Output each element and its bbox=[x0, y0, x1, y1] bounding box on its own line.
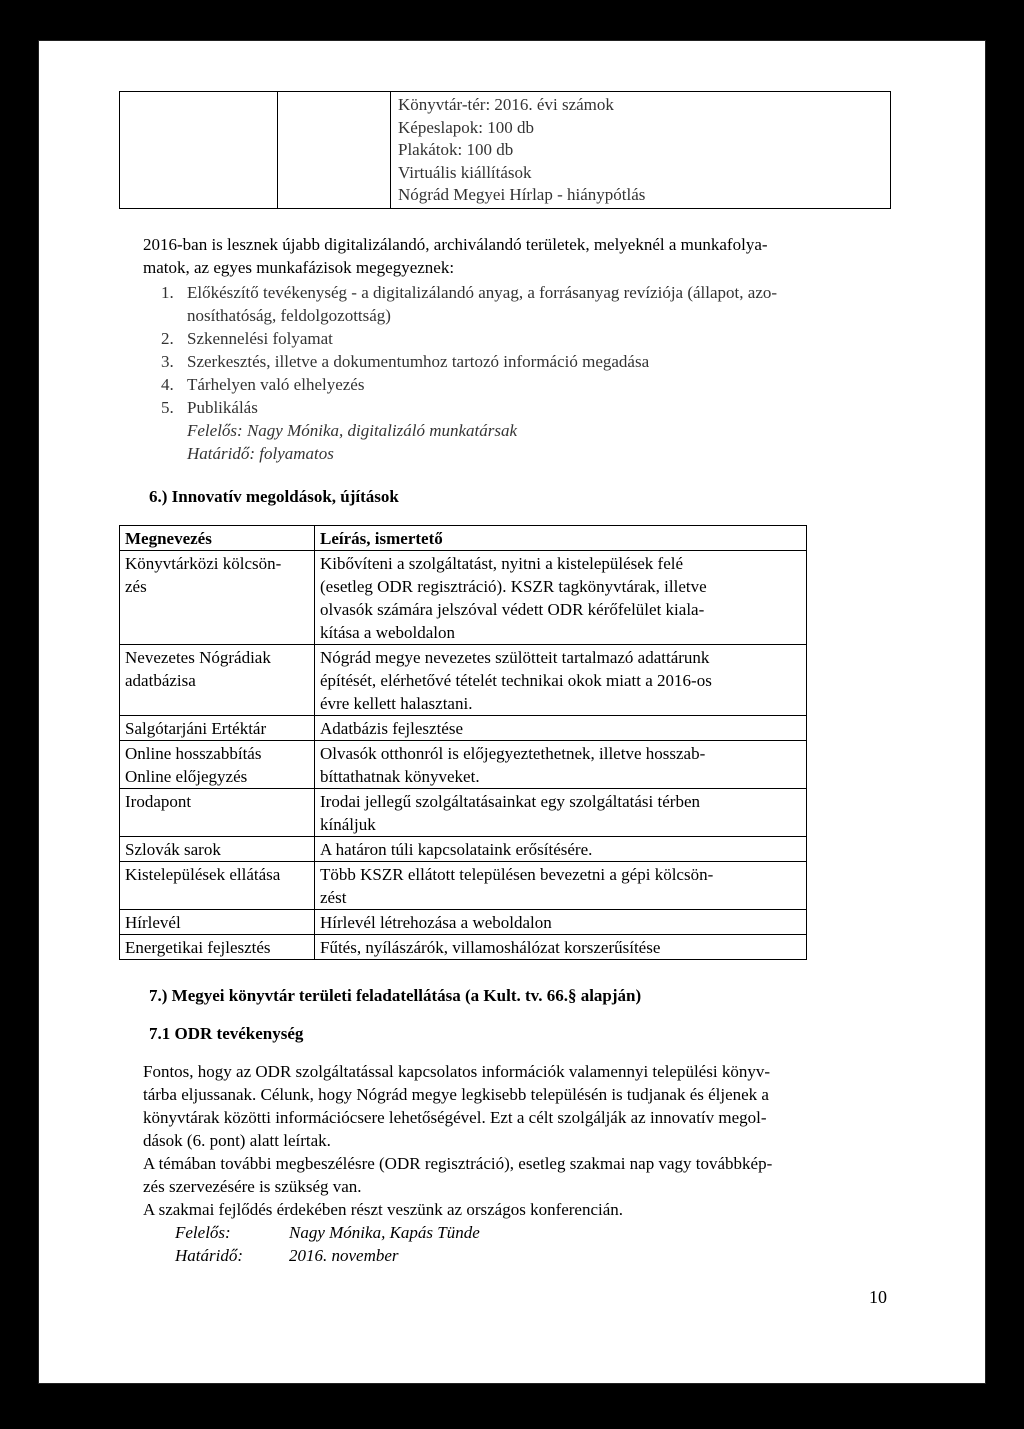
table-cell-desc: Több KSZR ellátott településen bevezetni a gépi kölcsön- bbox=[320, 865, 714, 884]
table-cell-desc: évre kellett halasztani. bbox=[320, 694, 473, 713]
table-row bbox=[120, 645, 807, 716]
table-cell-name: Salgótarjáni Ertéktár bbox=[125, 719, 267, 738]
paragraph-line: tárba eljussanak. Célunk, hogy Nógrád megye legkisebb településén is tudjanak és éljenek a bbox=[143, 1085, 769, 1104]
table-header: Megnevezés bbox=[120, 526, 315, 551]
paragraph-line: Fontos, hogy az ODR szolgáltatással kapcsolatos információk valamennyi települési könyv- bbox=[143, 1062, 770, 1081]
table-cell-name: Online hosszabbítás bbox=[125, 744, 262, 763]
table-row bbox=[120, 862, 807, 910]
table-cell-desc: kítása a weboldalon bbox=[320, 623, 456, 642]
deadline-2-value: 2016. november bbox=[289, 1246, 399, 1265]
top-table-line: Virtuális kiállítások bbox=[398, 162, 532, 182]
table-cell-desc: olvasók számára jelszóval védett ODR kérőfelület kiala- bbox=[320, 600, 705, 619]
table-cell-desc: A határon túli kapcsolataink erősítésére. bbox=[320, 840, 593, 859]
top-table-cell-empty-2 bbox=[277, 92, 391, 208]
table-row bbox=[120, 716, 807, 741]
table-cell-desc: kínáljuk bbox=[320, 815, 376, 834]
table-cell-desc: zést bbox=[320, 888, 347, 907]
table-header: Leírás, ismertető bbox=[315, 526, 807, 551]
responsible-1: Felelős: Nagy Mónika, digitalizáló munkatársak bbox=[187, 421, 518, 440]
table-cell-desc: Fűtés, nyílászárók, villamoshálózat korszerűsítése bbox=[320, 938, 661, 957]
table-row bbox=[120, 935, 807, 960]
step-number: 3. bbox=[161, 352, 174, 371]
table-cell-desc: Olvasók otthonról is előjegyeztethetnek, illetve hosszab- bbox=[320, 744, 706, 763]
innovation-table bbox=[119, 525, 807, 960]
step-text: Előkészítő tevékenység - a digitalizálandó anyag, a forrásanyag revíziója (állapot, azo- bbox=[187, 283, 778, 302]
step-text: Tárhelyen való elhelyezés bbox=[187, 375, 365, 394]
table-header-row bbox=[120, 526, 807, 551]
table-cell-desc: bíttathatnak könyveket. bbox=[320, 767, 480, 786]
intro-line-2: matok, az egyes munkafázisok megegyeznek: bbox=[143, 258, 455, 277]
table-cell-desc: Irodai jellegű szolgáltatásainkat egy szolgáltatási térben bbox=[320, 792, 700, 811]
table-row bbox=[120, 741, 807, 789]
top-table-line: Képeslapok: 100 db bbox=[398, 117, 534, 137]
page-number: 10 bbox=[869, 1287, 887, 1307]
table-row bbox=[120, 910, 807, 935]
table-cell-name: zés bbox=[125, 577, 147, 596]
table-cell-name: Hírlevél bbox=[125, 913, 181, 932]
section-7-title: 7.) Megyei könyvtár területi feladatellátása (a Kult. tv. 66.§ alapján) bbox=[149, 986, 642, 1005]
step-text: Publikálás bbox=[187, 398, 258, 417]
paragraph-line: zés szervezésére is szükség van. bbox=[143, 1177, 362, 1196]
table-cell-name: Online előjegyzés bbox=[125, 767, 248, 786]
table-cell-desc: Hírlevél létrehozása a weboldalon bbox=[320, 913, 552, 932]
section-6-title: 6.) Innovatív megoldások, újítások bbox=[149, 487, 399, 506]
table-row bbox=[120, 789, 807, 837]
top-table-line: Nógrád Megyei Hírlap - hiánypótlás bbox=[398, 185, 646, 205]
paragraph-line: dások (6. pont) alatt leírtak. bbox=[143, 1131, 331, 1150]
section-7-1-title: 7.1 ODR tevékenység bbox=[149, 1024, 304, 1043]
deadline-1: Határidő: folyamatos bbox=[187, 444, 334, 463]
top-table-line: Plakátok: 100 db bbox=[398, 140, 514, 160]
step-number: 2. bbox=[161, 329, 174, 348]
responsible-2-label: Felelős: bbox=[175, 1223, 231, 1242]
table-cell-name: adatbázisa bbox=[125, 671, 196, 690]
table-cell-name: Energetikai fejlesztés bbox=[125, 938, 271, 957]
step-number: 4. bbox=[161, 375, 174, 394]
top-table-cell-content bbox=[390, 92, 890, 208]
step-text: Szerkesztés, illetve a dokumentumhoz tartozó információ megadása bbox=[187, 352, 650, 371]
table-cell-name: Szlovák sarok bbox=[125, 840, 221, 859]
table-row bbox=[120, 837, 807, 862]
paragraph-line: A témában további megbeszélésre (ODR regisztráció), esetleg szakmai nap vagy továbbkép- bbox=[143, 1154, 773, 1173]
table-cell-desc: (esetleg ODR regisztráció). KSZR tagkönyvtárak, illetve bbox=[320, 577, 707, 596]
paragraph-line: könyvtárak közötti információcsere lehetőségével. Ezt a célt szolgálják az innovatív megol- bbox=[143, 1108, 767, 1127]
top-table-line: Könyvtár-tér: 2016. évi számok bbox=[398, 95, 614, 114]
table-cell-name: Kistelepülések ellátása bbox=[125, 865, 281, 884]
table-cell-name: Nevezetes Nógrádiak bbox=[125, 648, 271, 667]
table-cell-desc: Nógrád megye nevezetes szülötteit tartalmazó adattárunk bbox=[320, 648, 710, 667]
table-cell-name: Könyvtárközi kölcsön- bbox=[125, 554, 282, 573]
intro-line-1: 2016-ban is lesznek újabb digitalizálandó, archiválandó területek, melyeknél a munkafolya- bbox=[143, 235, 768, 254]
table-cell-desc: Kibővíteni a szolgáltatást, nyitni a kistelepülések felé bbox=[320, 554, 684, 573]
responsible-2-value: Nagy Mónika, Kapás Tünde bbox=[289, 1223, 480, 1242]
table-cell-desc: építését, elérhetővé tételét technikai okok miatt a 2016-os bbox=[320, 671, 712, 690]
table-row bbox=[120, 551, 807, 645]
paragraph-line: A szakmai fejlődés érdekében részt veszünk az országos konferencián. bbox=[143, 1200, 624, 1219]
step-number: 5. bbox=[161, 398, 174, 417]
top-table bbox=[119, 91, 891, 209]
top-table-cell-empty-1 bbox=[120, 92, 278, 208]
step-text: nosíthatóság, feldolgozottság) bbox=[187, 306, 391, 325]
deadline-2-label: Határidő: bbox=[175, 1246, 243, 1265]
document-page bbox=[38, 40, 986, 1384]
step-text: Szkennelési folyamat bbox=[187, 329, 333, 348]
table-cell-desc: Adatbázis fejlesztése bbox=[320, 719, 464, 738]
table-cell-name: Irodapont bbox=[125, 792, 192, 811]
step-number: 1. bbox=[161, 283, 174, 302]
